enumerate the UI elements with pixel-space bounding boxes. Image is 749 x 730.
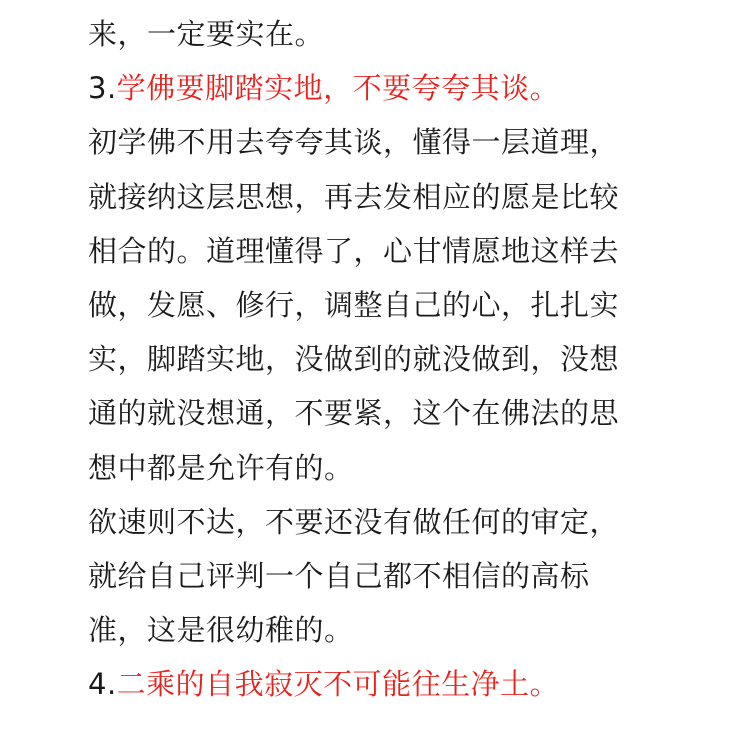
text-line: 相合的。道理懂得了，心甘情愿地这样去 xyxy=(88,233,620,268)
article-body xyxy=(88,7,688,711)
text-line: 欲速则不达，不要还没有做任何的审定， xyxy=(88,504,620,539)
text-line: 就给自己评判一个自己都不相信的高标 xyxy=(88,558,590,593)
heading-number: 4. xyxy=(88,667,117,702)
text-line: 来，一定要实在。 xyxy=(88,17,325,51)
text-line: 就接纳这层思想，再去发相应的愿是比较 xyxy=(88,179,620,214)
heading-text: 学佛要脚踏实地，不要夸夸其谈。 xyxy=(116,71,560,106)
section-heading-4 xyxy=(88,657,688,711)
text-line: 想中都是允许有的。 xyxy=(88,450,354,485)
text-line: 初学佛不用去夸夸其谈，懂得一层道理， xyxy=(88,125,620,160)
heading-text: 二乘的自我寂灭不可能往生净土。 xyxy=(116,667,560,702)
text-line: 通的就没想通，不要紧，这个在佛法的思 xyxy=(88,396,620,431)
text-line: 做，发愿、修行，调整自己的心，扎扎实 xyxy=(88,287,620,322)
section-heading-3 xyxy=(88,61,688,115)
heading-number: 3. xyxy=(88,71,117,106)
text-line: 准，这是很幼稚的。 xyxy=(88,613,354,648)
text-line: 实，脚踏实地，没做到的就没做到，没想 xyxy=(88,342,620,377)
